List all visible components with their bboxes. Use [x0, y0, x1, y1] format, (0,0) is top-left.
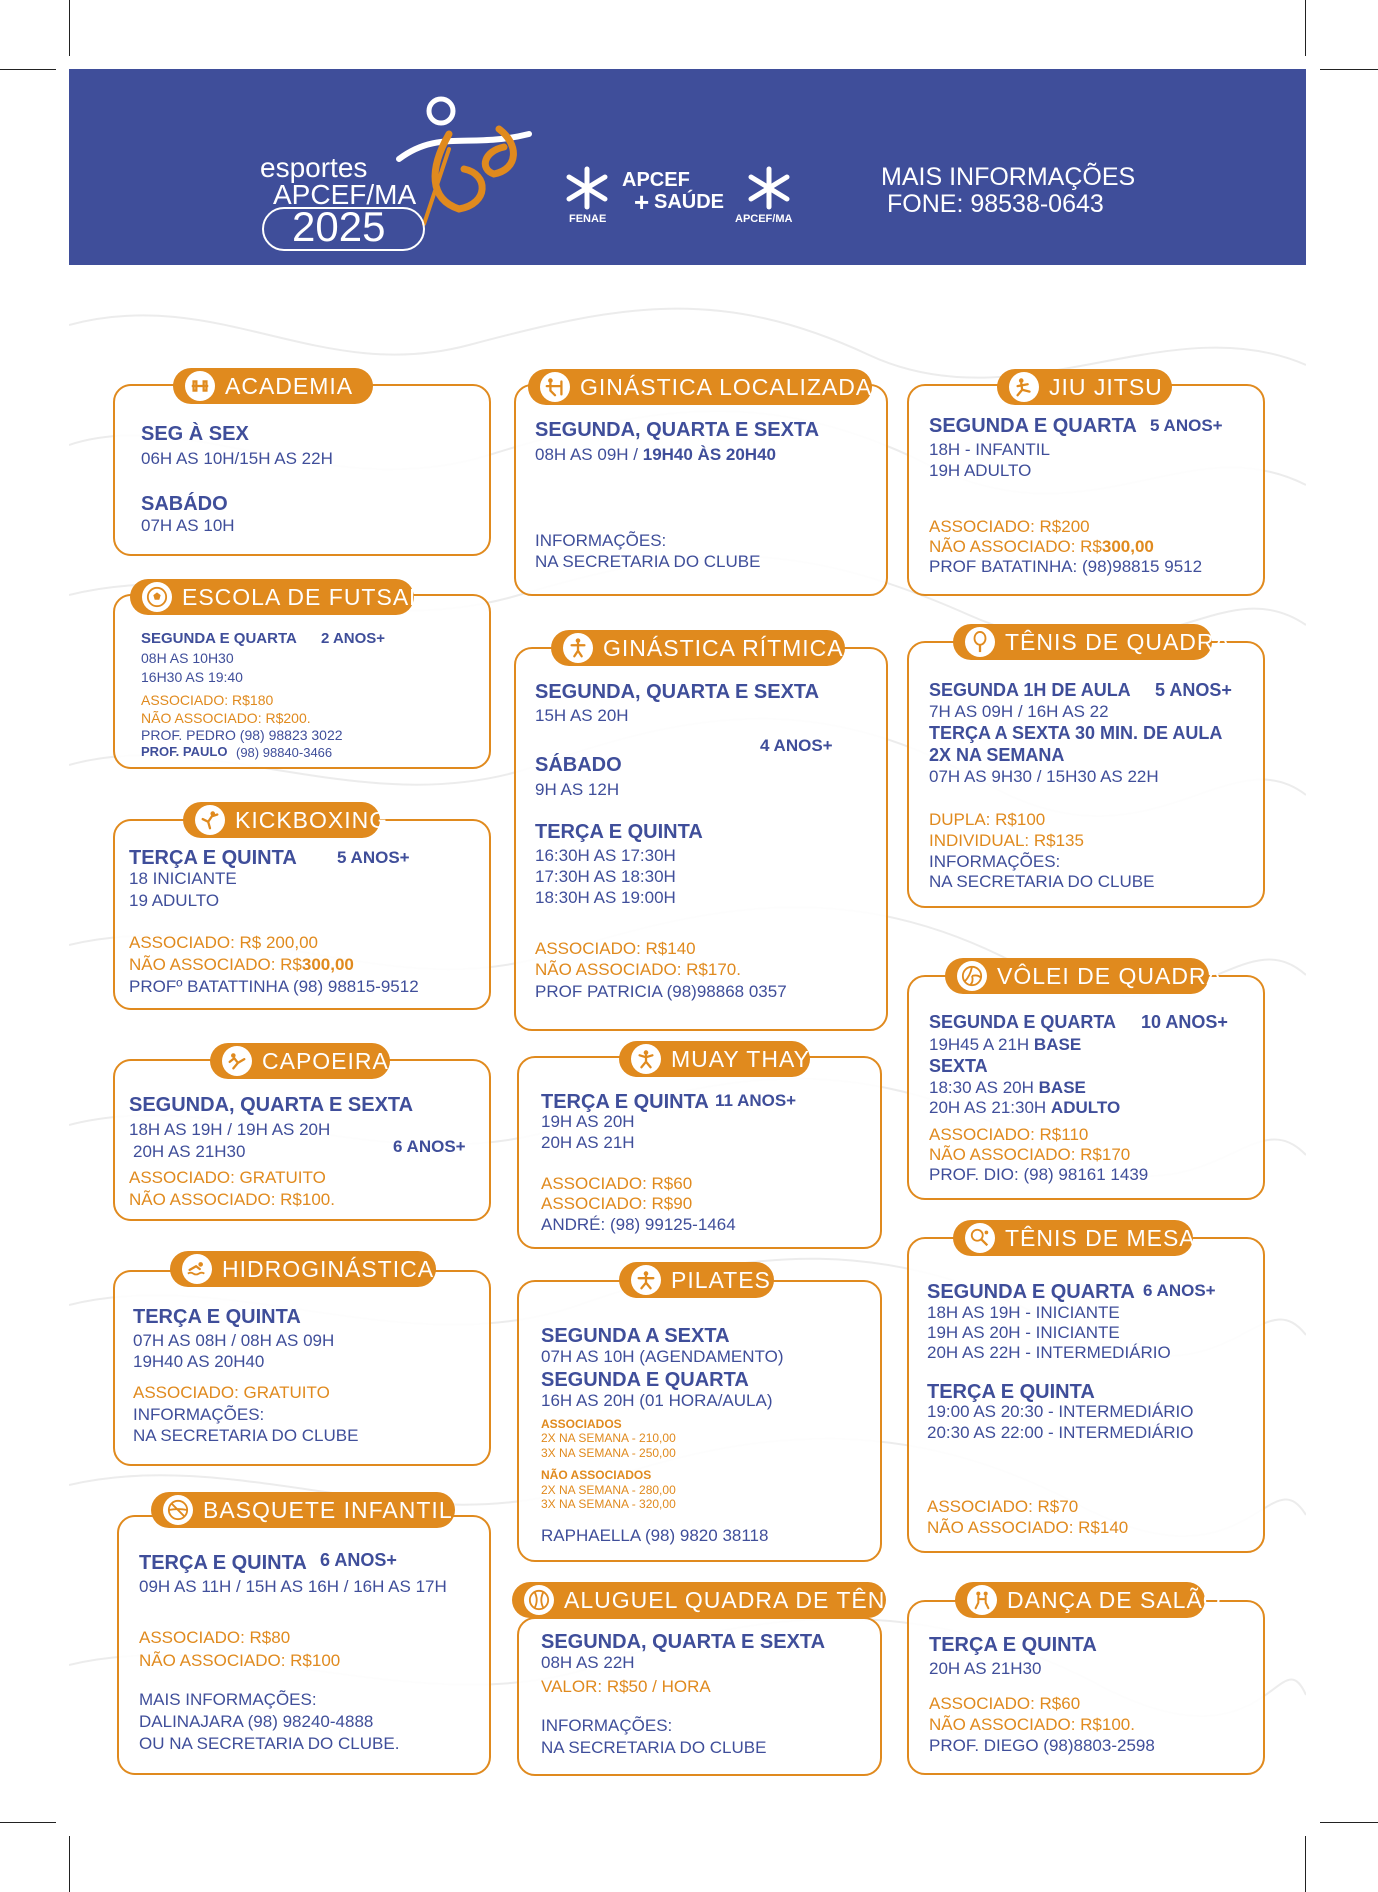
pill-tenis-quadra-label: TÊNIS DE QUADRA: [1005, 628, 1231, 655]
pilates-icon: [631, 1265, 661, 1295]
soccer-ball-icon: [142, 582, 172, 612]
kickboxing-prof: PROFº BATATTINHA (98) 98815-9512: [129, 977, 419, 996]
kickboxing-nao-associado: [129, 955, 354, 975]
pilates-days-1: SEGUNDA A SEXTA: [541, 1325, 730, 1347]
fenae-star-icon: [563, 165, 611, 211]
basquete-age: 6 ANOS+: [320, 1550, 397, 1570]
tenis-days-1: SEGUNDA 1H DE AULA: [929, 680, 1131, 700]
mesa-days: SEGUNDA E QUARTA: [927, 1281, 1135, 1303]
grit-age: 4 ANOS+: [760, 736, 833, 755]
capoeira-nao-associado: NÃO ASSOCIADO: R$100.: [129, 1190, 335, 1209]
jiu-line-1: 18H - INFANTIL: [929, 440, 1050, 459]
mesa-nao-associado: NÃO ASSOCIADO: R$140: [927, 1518, 1129, 1537]
partner-apcefma-label: APCEF/MA: [735, 213, 793, 225]
danca-nao-associado: NÃO ASSOCIADO: R$100.: [929, 1715, 1135, 1734]
gloc-hours-morning: 08H AS 09H /: [535, 445, 643, 464]
partner-saude-top: APCEF: [622, 169, 690, 191]
pill-volei: [945, 958, 1223, 994]
aluguel-valor: VALOR: R$50 / HORA: [541, 1677, 711, 1696]
tenis-hours-1: 7H AS 09H / 16H AS 22: [929, 702, 1109, 721]
mesa-associado: ASSOCIADO: R$70: [927, 1497, 1079, 1516]
kickboxing-nao-label: NÃO ASSOCIADO: R$: [129, 955, 302, 974]
tenis-days-2b: 2X NA SEMANA: [929, 745, 1065, 765]
volei-hours-3: [929, 1098, 1120, 1118]
dumbbell-icon: [185, 371, 215, 401]
logo: [259, 89, 589, 249]
danca-prof: PROF. DIEGO (98)8803-2598: [929, 1736, 1155, 1755]
jiu-nao-associado: [929, 537, 1154, 557]
danca-hours: 20H AS 21H30: [929, 1659, 1042, 1678]
pilates-prof: RAPHAELLA (98) 9820 38118: [541, 1526, 769, 1545]
volei-prof: PROF. DIO: (98) 98161 1439: [929, 1165, 1149, 1184]
hidro-hours-2: 19H40 AS 20H40: [133, 1352, 265, 1371]
pill-capoeira: [210, 1043, 390, 1079]
capoeira-icon: [222, 1046, 252, 1076]
crop-mark: [1320, 1822, 1378, 1823]
pill-hidroginastica-label: HIDROGINÁSTICA: [222, 1255, 435, 1282]
muay-prof: ANDRÉ: (98) 99125-1464: [541, 1215, 736, 1234]
basquete-nao-associado: NÃO ASSOCIADO: R$100: [139, 1651, 341, 1670]
pilates-days-2: SEGUNDA E QUARTA: [541, 1369, 749, 1391]
jiu-line-2: 19H ADULTO: [929, 461, 1032, 480]
crop-mark: [69, 1836, 70, 1892]
basquete-hours: 09H AS 11H / 15H AS 16H / 16H AS 17H: [139, 1577, 447, 1596]
kickboxing-associado: ASSOCIADO: R$ 200,00: [129, 933, 318, 952]
plus-icon: +: [634, 187, 650, 217]
hidro-days: TERÇA E QUINTA: [133, 1306, 301, 1328]
grit-nao-associado: NÃO ASSOCIADO: R$170.: [535, 960, 741, 979]
gym-icon: [540, 372, 570, 402]
pilates-hours-1: 07H AS 10H (AGENDAMENTO): [541, 1347, 784, 1366]
grit-days-3: TERÇA E QUINTA: [535, 821, 703, 843]
mesa-hours-3: 20H AS 22H - INTERMEDIÁRIO: [927, 1343, 1171, 1362]
gloc-hours: [535, 445, 776, 465]
pill-academia-label: ACADEMIA: [225, 372, 354, 399]
futsal-associado: ASSOCIADO: R$180: [141, 692, 274, 708]
tenis-individual: INDIVIDUAL: R$135: [929, 831, 1084, 850]
capoeira-days: SEGUNDA, QUARTA E SEXTA: [129, 1094, 414, 1116]
volei-nao-associado: NÃO ASSOCIADO: R$170: [929, 1145, 1131, 1164]
pill-hidroginastica: [170, 1251, 436, 1287]
muay-hours-2: 20H AS 21H: [541, 1133, 635, 1152]
pilates-associados-3x: 3X NA SEMANA - 250,00: [541, 1446, 676, 1460]
crop-mark: [1305, 1836, 1306, 1892]
partner-fenae: [563, 165, 613, 231]
tenis-hours-2: 07H AS 9H30 / 15H30 AS 22H: [929, 767, 1159, 786]
pill-pilates: [619, 1262, 774, 1298]
gloc-hours-evening: 19H40 ÀS 20H40: [642, 445, 776, 464]
header-banner: [69, 69, 1306, 265]
capoeira-age: 6 ANOS+: [393, 1137, 466, 1156]
volei-hours-2-time: 18:30 AS 20H: [929, 1078, 1039, 1097]
pill-futsal-label: ESCOLA DE FUTSAL: [182, 583, 423, 610]
crop-mark: [0, 1822, 56, 1823]
aluguel-hours: 08H AS 22H: [541, 1653, 635, 1672]
pilates-associados-title: ASSOCIADOS: [541, 1417, 622, 1431]
grit-hours-2: 9H AS 12H: [535, 780, 620, 799]
volleyball-icon: [957, 961, 987, 991]
futsal-age: 2 ANOS+: [321, 630, 386, 647]
basquete-info-3: OU NA SECRETARIA DO CLUBE.: [139, 1734, 400, 1753]
tenis-age: 5 ANOS+: [1155, 680, 1232, 700]
jiu-jitsu-icon: [1009, 372, 1039, 402]
pill-tenis-mesa-label: TÊNIS DE MESA: [1005, 1224, 1196, 1251]
pill-capoeira-label: CAPOEIRA: [262, 1047, 389, 1074]
volei-age: 10 ANOS+: [1141, 1012, 1228, 1032]
volei-days-2: SEXTA: [929, 1056, 988, 1076]
apcef-star-icon: [745, 165, 793, 211]
tennis-racket-icon: [965, 627, 995, 657]
crop-mark: [1320, 69, 1378, 70]
partner-saude-bottom: SAÚDE: [654, 191, 725, 213]
tenis-dupla: DUPLA: R$100: [929, 810, 1046, 829]
futsal-prof-1: PROF. PEDRO (98) 98823 3022: [141, 727, 343, 743]
logo-word: esportes: [260, 152, 368, 183]
logo-year: 2025: [292, 203, 386, 250]
jiu-days: SEGUNDA E QUARTA: [929, 415, 1137, 437]
mesa-hours-5: 20:30 AS 22:00 - INTERMEDIÁRIO: [927, 1423, 1194, 1442]
gloc-info-1: INFORMAÇÕES:: [535, 531, 667, 550]
volei-days: SEGUNDA E QUARTA: [929, 1012, 1117, 1032]
jiu-prof: PROF BATATINHA: (98)98815 9512: [929, 557, 1203, 576]
tenis-info-2: NA SECRETARIA DO CLUBE: [929, 872, 1155, 891]
basquete-days: TERÇA E QUINTA: [139, 1552, 307, 1574]
gloc-days: SEGUNDA, QUARTA E SEXTA: [535, 419, 820, 441]
kickboxing-nao-value: 300,00: [301, 955, 354, 974]
academia-hours-2: 07H AS 10H: [141, 516, 235, 535]
grit-hours-3c: 18:30H AS 19:00H: [535, 888, 676, 907]
pill-ginastica-localizada-label: GINÁSTICA LOCALIZADA: [580, 373, 873, 400]
capoeira-hours-1: 18H AS 19H / 19H AS 20H: [129, 1120, 331, 1139]
volei-hours-1-time: 19H45 A 21H: [929, 1035, 1034, 1054]
pilates-associados-2x: 2X NA SEMANA - 210,00: [541, 1431, 676, 1445]
grit-days-2: SÁBADO: [535, 754, 622, 776]
crop-mark: [69, 0, 70, 56]
gloc-info-2: NA SECRETARIA DO CLUBE: [535, 552, 761, 571]
info-line-1: MAIS INFORMAÇÕES: [881, 163, 1136, 191]
kickboxing-line-1: 18 INICIANTE: [129, 869, 237, 888]
danca-associado: ASSOCIADO: R$60: [929, 1694, 1081, 1713]
tenis-days-2: TERÇA A SEXTA 30 MIN. DE AULA: [929, 723, 1223, 743]
academia-days-1: SEG À SEX: [141, 423, 249, 445]
dancers-icon: [967, 1585, 997, 1615]
academia-days-2: SABÁDO: [141, 493, 228, 515]
logo-org: APCEF/MA: [273, 179, 417, 210]
grit-prof: PROF PATRICIA (98)98868 0357: [535, 982, 787, 1001]
pill-ginastica-ritmica: [551, 630, 845, 666]
jiu-associado: ASSOCIADO: R$200: [929, 517, 1090, 536]
pill-muay-thay-label: MUAY THAY: [671, 1045, 810, 1072]
pill-muay-thay: [619, 1041, 810, 1077]
pill-jiu-jitsu: [997, 369, 1172, 405]
kickboxing-days: TERÇA E QUINTA: [129, 847, 297, 869]
pill-tenis-quadra: [953, 624, 1231, 660]
volei-hours-1: [929, 1035, 1081, 1055]
grit-hours-3b: 17:30H AS 18:30H: [535, 867, 676, 886]
partner-fenae-label: FENAE: [569, 213, 607, 225]
basquete-info-2: DALINAJARA (98) 98240-4888: [139, 1712, 374, 1731]
pill-ginastica-localizada: [528, 369, 872, 405]
pill-jiu-jitsu-label: JIU JITSU: [1049, 373, 1163, 400]
mesa-hours-4: 19:00 AS 20:30 - INTERMEDIÁRIO: [927, 1402, 1194, 1421]
kick-icon: [195, 805, 225, 835]
grit-days-1: SEGUNDA, QUARTA E SEXTA: [535, 681, 820, 703]
basketball-icon: [163, 1495, 193, 1525]
volei-hours-3-time: 20H AS 21:30H: [929, 1098, 1051, 1117]
grit-hours-3a: 16:30H AS 17:30H: [535, 846, 676, 865]
grit-associado: ASSOCIADO: R$140: [535, 939, 696, 958]
pill-basquete: [151, 1492, 455, 1528]
info-line-2: FONE: 98538-0643: [887, 190, 1104, 218]
tenis-info-1: INFORMAÇÕES:: [929, 852, 1061, 871]
muay-associado-2: ASSOCIADO: R$90: [541, 1194, 693, 1213]
pill-danca-label: DANÇA DE SALÃO: [1007, 1586, 1222, 1613]
swimmer-icon: [182, 1254, 212, 1284]
capoeira-hours-2: 20H AS 21H30: [133, 1142, 246, 1161]
jiu-age: 5 ANOS+: [1150, 416, 1223, 435]
pill-volei-label: VÔLEI DE QUADRA: [997, 962, 1223, 989]
futsal-prof-2-name: PROF. PAULO: [141, 744, 228, 759]
pilates-nao-associados-title: NÃO ASSOCIADOS: [541, 1468, 652, 1482]
basquete-info-1: MAIS INFORMAÇÕES:: [139, 1690, 317, 1709]
pilates-nao-associados-3x: 3X NA SEMANA - 320,00: [541, 1497, 676, 1511]
kickboxing-line-2: 19 ADULTO: [129, 891, 220, 910]
mesa-hours-1: 18H AS 19H - INICIANTE: [927, 1303, 1120, 1322]
muay-days: TERÇA E QUINTA: [541, 1091, 709, 1113]
pill-tenis-mesa: [953, 1220, 1196, 1256]
gymnast-icon: [563, 633, 593, 663]
volei-hours-2: [929, 1078, 1086, 1098]
pill-futsal: [130, 579, 423, 615]
kickboxing-age: 5 ANOS+: [337, 848, 410, 867]
jiu-nao-label: NÃO ASSOCIADO: R$: [929, 537, 1102, 556]
futsal-hours-1: 08H AS 10H30: [141, 650, 234, 666]
pill-danca: [955, 1582, 1222, 1618]
volei-hours-3-level: ADULTO: [1050, 1098, 1121, 1117]
pill-kickboxing: [183, 802, 389, 838]
pill-pilates-label: PILATES: [671, 1266, 771, 1293]
partner-apcef-ma: [735, 165, 805, 231]
pill-aluguel-quadra: [512, 1582, 910, 1618]
academia-hours-1: 06H AS 10H/15H AS 22H: [141, 449, 333, 468]
volei-hours-2-level: BASE: [1038, 1078, 1086, 1097]
ping-pong-icon: [965, 1223, 995, 1253]
capoeira-associado: ASSOCIADO: GRATUITO: [129, 1168, 326, 1187]
muay-hours-1: 19H AS 20H: [541, 1112, 635, 1131]
aluguel-info-2: NA SECRETARIA DO CLUBE: [541, 1738, 767, 1757]
hidro-info-1: INFORMAÇÕES:: [133, 1405, 265, 1424]
hidro-hours-1: 07H AS 08H / 08H AS 09H: [133, 1331, 335, 1350]
partner-apcef-saude: [622, 169, 732, 229]
basquete-associado: ASSOCIADO: R$80: [139, 1628, 291, 1647]
volei-hours-1-level: BASE: [1033, 1035, 1082, 1054]
muay-associado-1: ASSOCIADO: R$60: [541, 1174, 693, 1193]
mesa-age: 6 ANOS+: [1143, 1281, 1216, 1300]
pilates-nao-associados-2x: 2X NA SEMANA - 280,00: [541, 1483, 676, 1497]
hidro-associado: ASSOCIADO: GRATUITO: [133, 1383, 330, 1402]
pill-ginastica-ritmica-label: GINÁSTICA RÍTMICA: [603, 634, 844, 661]
mesa-hours-2: 19H AS 20H - INICIANTE: [927, 1323, 1120, 1342]
futsal-prof-2-phone: (98) 98840-3466: [236, 745, 333, 760]
mesa-days-2: TERÇA E QUINTA: [927, 1381, 1095, 1403]
tennis-ball-icon: [524, 1585, 554, 1615]
muay-age: 11 ANOS+: [715, 1091, 797, 1110]
futsal-days: SEGUNDA E QUARTA: [141, 630, 297, 647]
futsal-nao-associado: NÃO ASSOCIADO: R$200.: [141, 710, 311, 726]
danca-days: TERÇA E QUINTA: [929, 1634, 1097, 1656]
crop-mark: [0, 69, 56, 70]
grit-hours-1: 15H AS 20H: [535, 706, 629, 725]
aluguel-info-1: INFORMAÇÕES:: [541, 1716, 673, 1735]
pill-basquete-label: BASQUETE INFANTIL: [203, 1496, 453, 1523]
fighter-icon: [631, 1044, 661, 1074]
pilates-hours-2: 16H AS 20H (01 HORA/AULA): [541, 1391, 773, 1410]
pill-aluguel-quadra-label: ALUGUEL QUADRA DE TÊNIS: [564, 1586, 910, 1613]
hidro-info-2: NA SECRETARIA DO CLUBE: [133, 1426, 359, 1445]
jiu-nao-value: 300,00: [1101, 537, 1154, 556]
volei-associado: ASSOCIADO: R$110: [929, 1125, 1089, 1144]
pill-kickboxing-label: KICKBOXING: [235, 806, 389, 833]
pill-academia: [173, 368, 373, 404]
futsal-hours-2: 16H30 AS 19:40: [141, 669, 243, 685]
crop-mark: [1305, 0, 1306, 56]
aluguel-days: SEGUNDA, QUARTA E SEXTA: [541, 1631, 826, 1653]
